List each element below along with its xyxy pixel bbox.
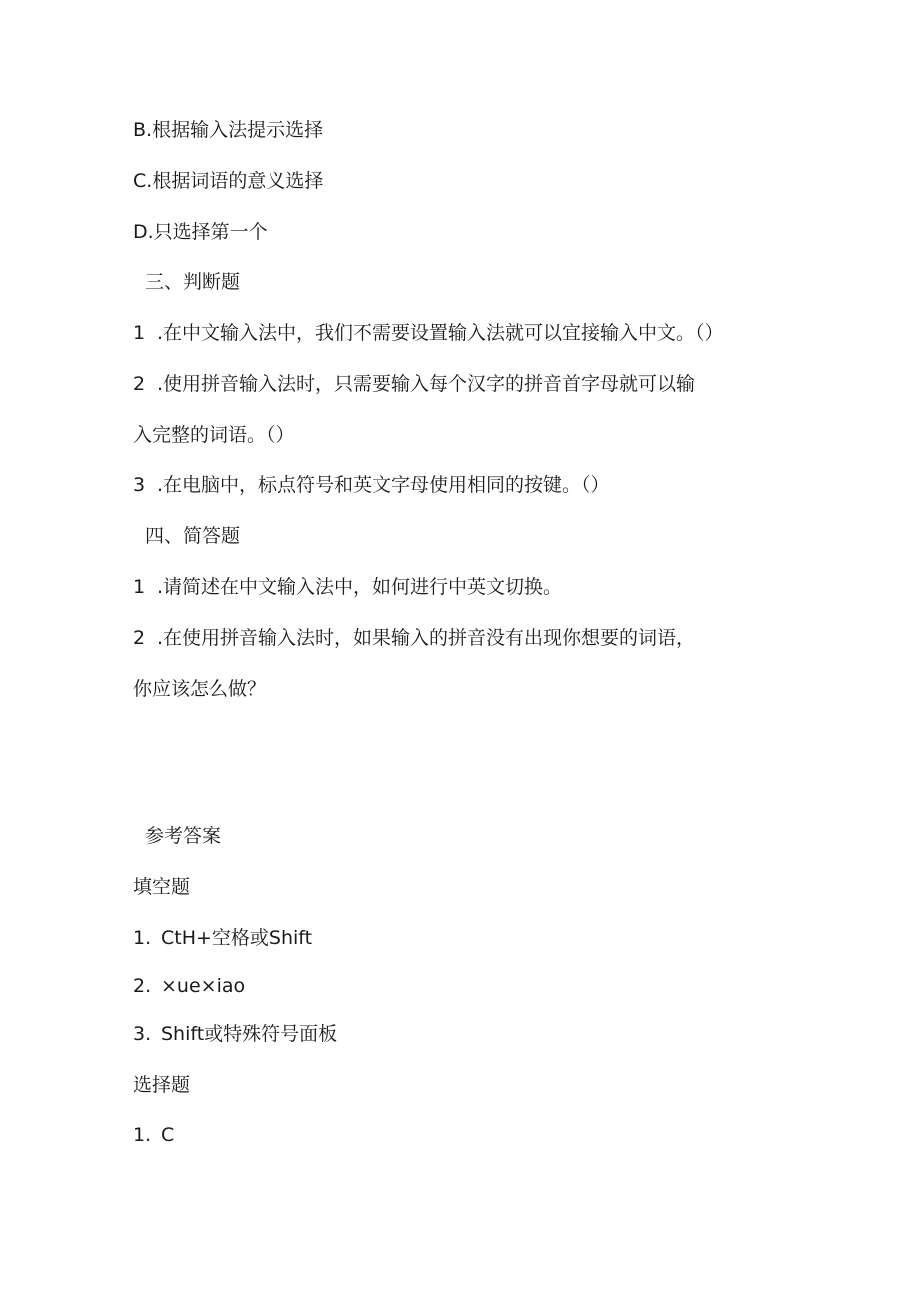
answer-number: 1. [133, 1124, 152, 1146]
short-answer-item-2 [133, 626, 695, 650]
judgment-item-2 [133, 372, 695, 396]
item-text: .在中文输入法中，我们不需要设置输入法就可以宜接输入中文。（） [157, 322, 724, 344]
judgment-item-2-continued: 入完整的词语。（） [133, 424, 295, 446]
option-label: C. [133, 170, 153, 192]
judgment-item-1 [133, 321, 724, 345]
answer-text: ×ue×iao [161, 975, 246, 997]
option-d [133, 220, 268, 244]
answer-number: 2. [133, 975, 152, 997]
answer-text: CtH+空格或Shift [161, 927, 313, 949]
answers-title: 参考答案 [145, 825, 222, 847]
item-number: 2 [133, 373, 146, 395]
short-answer-item-2-continued: 你应该怎么做？ [133, 678, 267, 700]
choice-answer-1 [133, 1123, 174, 1147]
option-text: 只选择第一个 [153, 221, 268, 243]
item-number: 2 [133, 627, 146, 649]
item-number: 1 [133, 322, 146, 344]
answers-fill-title: 填空题 [133, 876, 191, 898]
answers-choice-title: 选择题 [133, 1074, 191, 1096]
option-text: 根据输入法提示选择 [152, 119, 324, 141]
judgment-item-3 [133, 473, 610, 497]
item-text: .使用拼音输入法时，只需要输入每个汉字的拼音首字母就可以输 [157, 373, 696, 395]
short-answer-item-1 [133, 575, 562, 599]
answer-number: 3. [133, 1023, 152, 1045]
item-text: .在电脑中，标点符号和英文字母使用相同的按键。（） [157, 474, 610, 496]
section-title-judgment: 三、判断题 [145, 271, 241, 293]
fill-answer-1 [133, 926, 312, 950]
item-text: .请简述在中文输入法中，如何进行中英文切换。 [157, 576, 563, 598]
option-b [133, 118, 323, 142]
item-text: .在使用拼音输入法时，如果输入的拼音没有出现你想要的词语， [157, 627, 696, 649]
item-number: 3 [133, 474, 146, 496]
option-label: B. [133, 119, 153, 141]
answer-text: Shift或特殊符号面板 [161, 1023, 338, 1045]
fill-answer-2 [133, 974, 245, 998]
option-label: D. [133, 221, 154, 243]
option-c [133, 169, 323, 193]
option-text: 根据词语的意义选择 [152, 170, 324, 192]
answer-number: 1. [133, 927, 152, 949]
item-number: 1 [133, 576, 146, 598]
section-title-short-answer: 四、简答题 [145, 525, 241, 547]
answer-text: C [161, 1124, 175, 1146]
fill-answer-3 [133, 1022, 337, 1046]
